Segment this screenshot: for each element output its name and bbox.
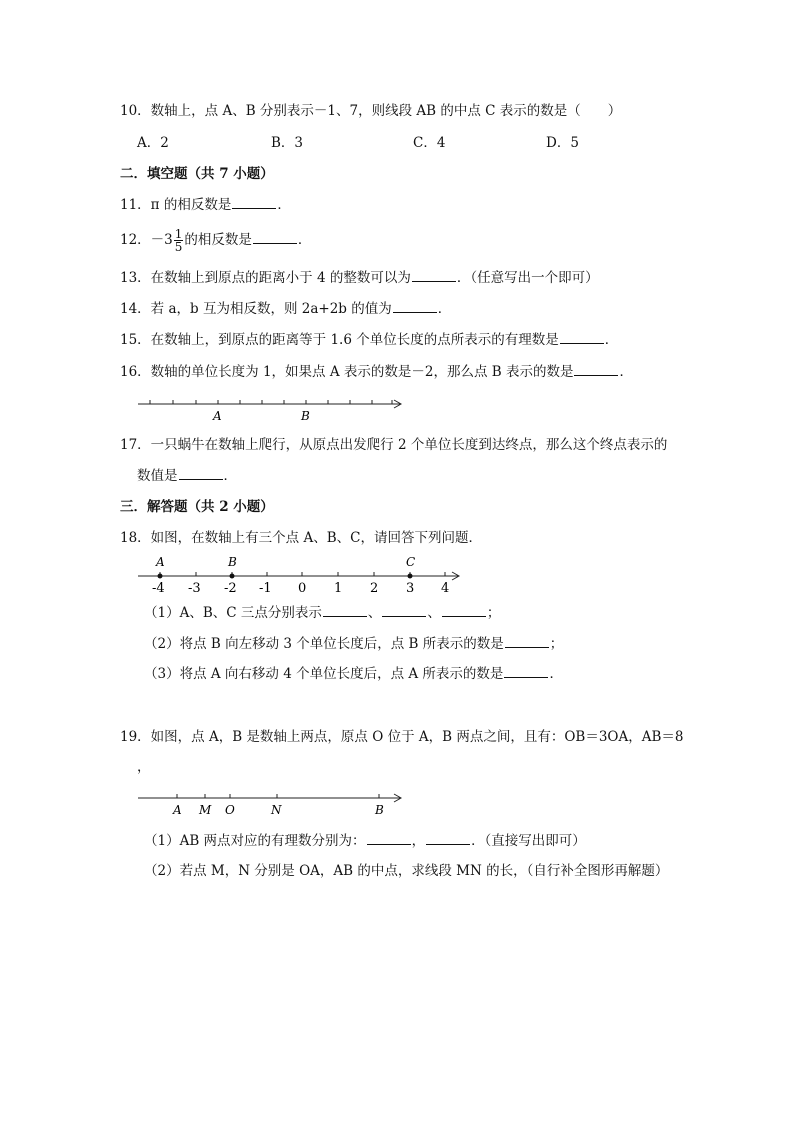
answer-blank [253,230,297,244]
q18-sub1-text: （1）A、B、C 三点分别表示 [144,605,322,621]
q18-sub2 [144,634,563,654]
q18-sub3-text: （3）将点 A 向右移动 4 个单位长度后，点 A 所表示的数是 [144,666,504,682]
q18-sub1-end: ； [486,605,501,621]
q19-sub2: （2）若点 M，N 分别是 OA，AB 的中点，求线段 MN 的长，（自行补全图形再解题） [144,863,669,879]
fraction-numerator: 1 [174,227,183,241]
answer-blank [560,330,604,344]
question-15 [120,330,618,350]
answer-blank [426,831,470,845]
answer-blank [574,362,618,376]
tick-label: -3 [188,581,201,596]
axis-ticks [160,572,445,576]
q18-sub2-text: （2）将点 B 向左移动 3 个单位长度后，点 B 所表示的数是 [144,636,504,652]
q18-sub3 [144,664,563,684]
q14-end: ． [437,301,452,317]
answer-blank [393,299,437,313]
tick-label: 2 [370,581,379,596]
q15-text: 15．在数轴上，到原点的距离等于 1.6 个单位长度的点所表示的有理数是 [120,332,559,348]
point-label-a: A [213,409,222,423]
q13-end: ．（任意写出一个即可） [456,270,599,286]
answer-blank [323,603,367,617]
point-label-b: B [301,409,310,423]
answer-blank [442,603,486,617]
q18-sub1 [144,603,500,623]
point-b-dot [230,574,235,579]
point-label-b: B [228,555,237,569]
question-14 [120,299,451,319]
point-label-a: A [156,555,165,569]
q18-sub2-end: ； [549,636,564,652]
question-19-line2: ， [137,759,151,775]
number-line-q16 [130,392,415,424]
q19-sub1-end: ．（直接写出即可） [471,833,586,849]
answer-blank [232,195,276,209]
tick-labels [152,581,449,596]
tick-label: 0 [298,581,307,596]
tick-label: -2 [224,581,237,596]
separator: 、 [367,605,382,621]
point-c-dot [408,574,413,579]
q18-sub3-end: ． [549,666,563,682]
question-18: 18．如图，在数轴上有三个点 A、B、C，请回答下列问题． [120,530,482,546]
q10-option-a: A．2 [137,135,169,151]
tick-label: 4 [441,581,450,596]
q10-option-c: C．4 [413,135,446,151]
separator: ， [411,833,426,849]
q12-text: 12．－3 [120,232,173,248]
q16-end: ． [619,364,633,380]
answer-blank [367,831,411,845]
question-16 [120,362,633,382]
q11-end: ． [277,197,291,213]
question-11 [120,195,291,215]
q17-text: 数值是 [137,468,178,484]
separator: 、 [427,605,441,621]
q14-text: 14．若 a，b 互为相反数，则 2a+2b 的值为 [120,301,392,317]
point-label-c: C [406,555,416,569]
question-13 [120,268,599,288]
q11-text: 11．π 的相反数是 [120,197,232,213]
point-labels [172,803,384,817]
point-label-n: N [271,803,282,817]
q15-end: ． [604,332,619,348]
answer-blank [382,603,426,617]
question-12 [120,226,311,254]
question-10: 10．数轴上，点 A、B 分别表示－1、7，则线段 AB 的中点 C 表示的数是（ ） [120,103,622,119]
section-fill-in-title: 二．填空题（共 7 小题） [120,166,274,182]
answer-blank [412,268,456,282]
answer-blank [504,664,548,678]
answer-blank [179,466,223,480]
q10-option-b: B．3 [271,135,304,151]
point-label-m: M [199,803,212,817]
number-line-q18 [130,552,470,596]
point-a-dot [158,574,163,579]
axis-ticks [150,400,392,404]
q16-text: 16．数轴的单位长度为 1，如果点 A 表示的数是－2，那么点 B 表示的数是 [120,364,574,380]
point-label-o: O [225,803,235,817]
question-17: 17．一只蜗牛在数轴上爬行，从原点出发爬行 2 个单位长度到达终点，那么这个终点表示的 [120,437,668,453]
tick-label: -4 [152,581,165,596]
question-17-line2 [137,466,237,486]
answer-blank [505,634,549,648]
fraction [174,228,184,253]
q19-sub1-text: （1）AB 两点对应的有理数分别为： [144,833,366,849]
q12-end: ． [297,232,312,248]
q12-text-mid: 的相反数是 [184,232,252,248]
point-label-b: B [375,803,384,817]
tick-label: -1 [259,581,272,596]
number-line-q19 [130,786,410,820]
q19-sub1 [144,831,586,851]
tick-label: 3 [406,581,415,596]
section-solve-title: 三．解答题（共 2 小题） [120,499,274,515]
question-19: 19．如图，点 A，B 是数轴上两点，原点 O 位于 A，B 两点之间，且有：OB＝3OA，AB＝8 [120,729,684,745]
tick-label: 1 [334,581,343,596]
q17-end: ． [223,468,237,484]
axis-ticks [177,794,379,798]
point-label-a: A [173,803,182,817]
q13-text: 13．在数轴上到原点的距离小于 4 的整数可以为 [120,270,411,286]
q10-option-d: D．5 [546,135,579,151]
fraction-denominator: 5 [174,240,183,254]
